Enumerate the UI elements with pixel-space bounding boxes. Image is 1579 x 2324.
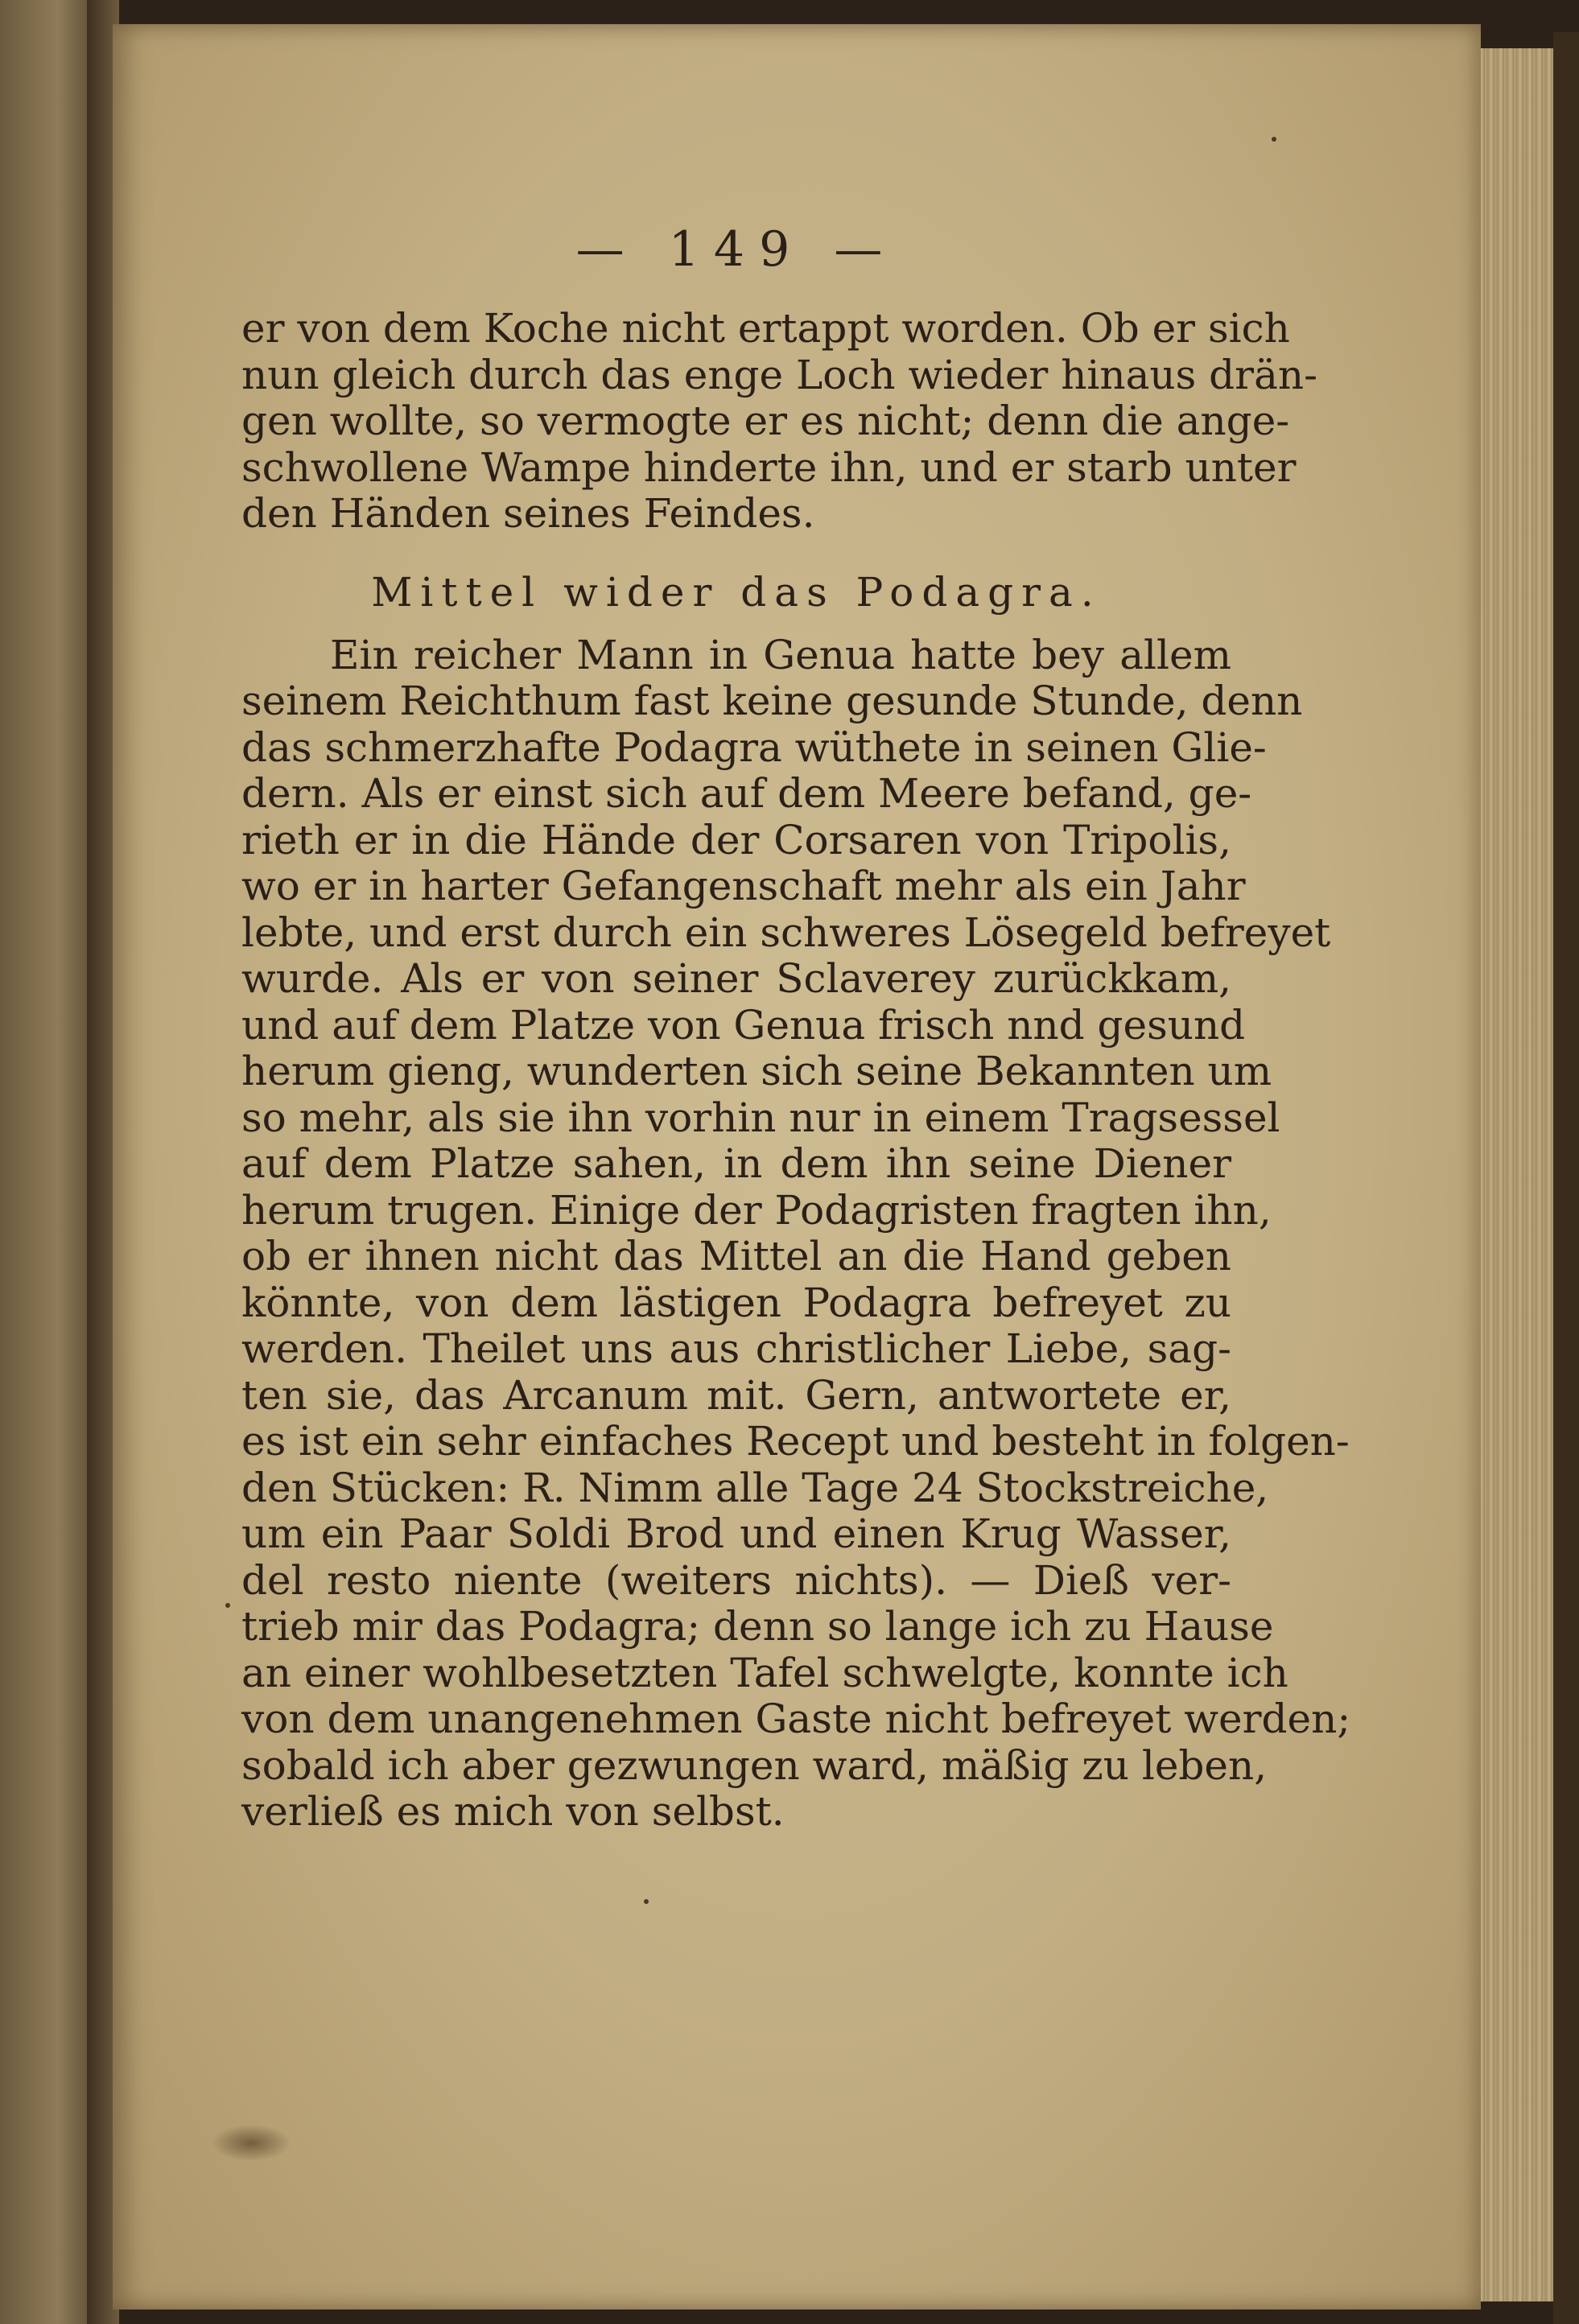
text-line: wurde. Als er von seiner Sclaverey zurückkam,	[241, 955, 1231, 1002]
text-line: ten sie, das Arcanum mit. Gern, antwortete er,	[241, 1371, 1231, 1419]
text-line: es ist ein sehr einfaches Recept und besteht in folgen-	[241, 1418, 1350, 1465]
text-line: an einer wohlbesetzten Tafel schwelgte, konnte ich	[241, 1649, 1288, 1696]
book-cover-edge	[1553, 32, 1579, 2324]
text-line: gen wollte, so vermogte er es nicht; denn die ange-	[241, 398, 1290, 444]
text-line: den Händen seines Feindes.	[241, 490, 815, 537]
text-line: verließ es mich von selbst.	[241, 1788, 785, 1835]
text-line: werden. Theilet uns aus christlicher Liebe, sag-	[241, 1325, 1231, 1372]
text-line: herum gieng, wunderten sich seine Bekannten um	[241, 1048, 1272, 1094]
paragraph-1	[241, 305, 1317, 538]
page-number-header: — 149 —	[575, 221, 897, 278]
text-line: er von dem Koche nicht ertappt worden. Ob er sich	[241, 305, 1290, 352]
text-line: das schmerzhafte Podagra wüthete in seinen Glie-	[241, 723, 1267, 771]
text-line: ob er ihnen nicht das Mittel an die Hand geben	[241, 1233, 1231, 1279]
ink-stain	[211, 2124, 291, 2161]
section-heading: Mittel wider das Podagra.	[371, 568, 1102, 616]
text-line: wo er in harter Gefangenschaft mehr als ein Jahr	[241, 863, 1246, 909]
text-line: lebte, und erst durch ein schweres Lösegeld befreyet	[241, 909, 1331, 956]
text-line: schwollene Wampe hinderte ihn, und er starb unter	[241, 443, 1297, 491]
text-line: nun gleich durch das enge Loch wieder hinaus drän-	[241, 351, 1317, 398]
paper-speck	[644, 1899, 649, 1904]
text-line: um ein Paar Soldi Brod und einen Krug Wasser,	[241, 1510, 1231, 1557]
text-line: seinem Reichthum fast keine gesunde Stunde, denn	[241, 678, 1303, 724]
text-line: herum trugen. Einige der Podagristen fragten ihn,	[241, 1186, 1272, 1234]
text-line: trieb mir das Podagra; denn so lange ich zu Hause	[241, 1603, 1274, 1650]
text-line: auf dem Platze sahen, in dem ihn seine Diener	[241, 1140, 1231, 1187]
text-line: Ein reicher Mann in Genua hatte bey allem	[330, 631, 1231, 678]
text-line: dern. Als er einst sich auf dem Meere befand, ge-	[241, 770, 1252, 817]
text-line: del resto niente (weiters nichts). — Dieß ver-	[241, 1556, 1231, 1604]
paper-speck	[225, 1603, 230, 1608]
text-line: rieth er in die Hände der Corsaren von Tripolis,	[241, 816, 1231, 863]
paper-speck	[1272, 137, 1276, 142]
text-line: von dem unangenehmen Gaste nicht befreyet werden;	[241, 1696, 1351, 1742]
page-block-edges	[1473, 48, 1564, 2301]
left-page-edge	[0, 0, 97, 2324]
paragraph-2	[241, 631, 1351, 1836]
text-line: den Stücken: R. Nimm alle Tage 24 Stockstreiche,	[241, 1464, 1269, 1511]
text-line: so mehr, als sie ihn vorhin nur in einem Tragsessel	[241, 1094, 1280, 1141]
page-text	[241, 217, 1351, 1836]
text-line: sobald ich aber gezwungen ward, mäßig zu leben,	[241, 1741, 1268, 1789]
text-line: könnte, von dem lästigen Podagra befreyet zu	[241, 1279, 1231, 1326]
text-line: und auf dem Platze von Genua frisch nnd gesund	[241, 1001, 1246, 1049]
